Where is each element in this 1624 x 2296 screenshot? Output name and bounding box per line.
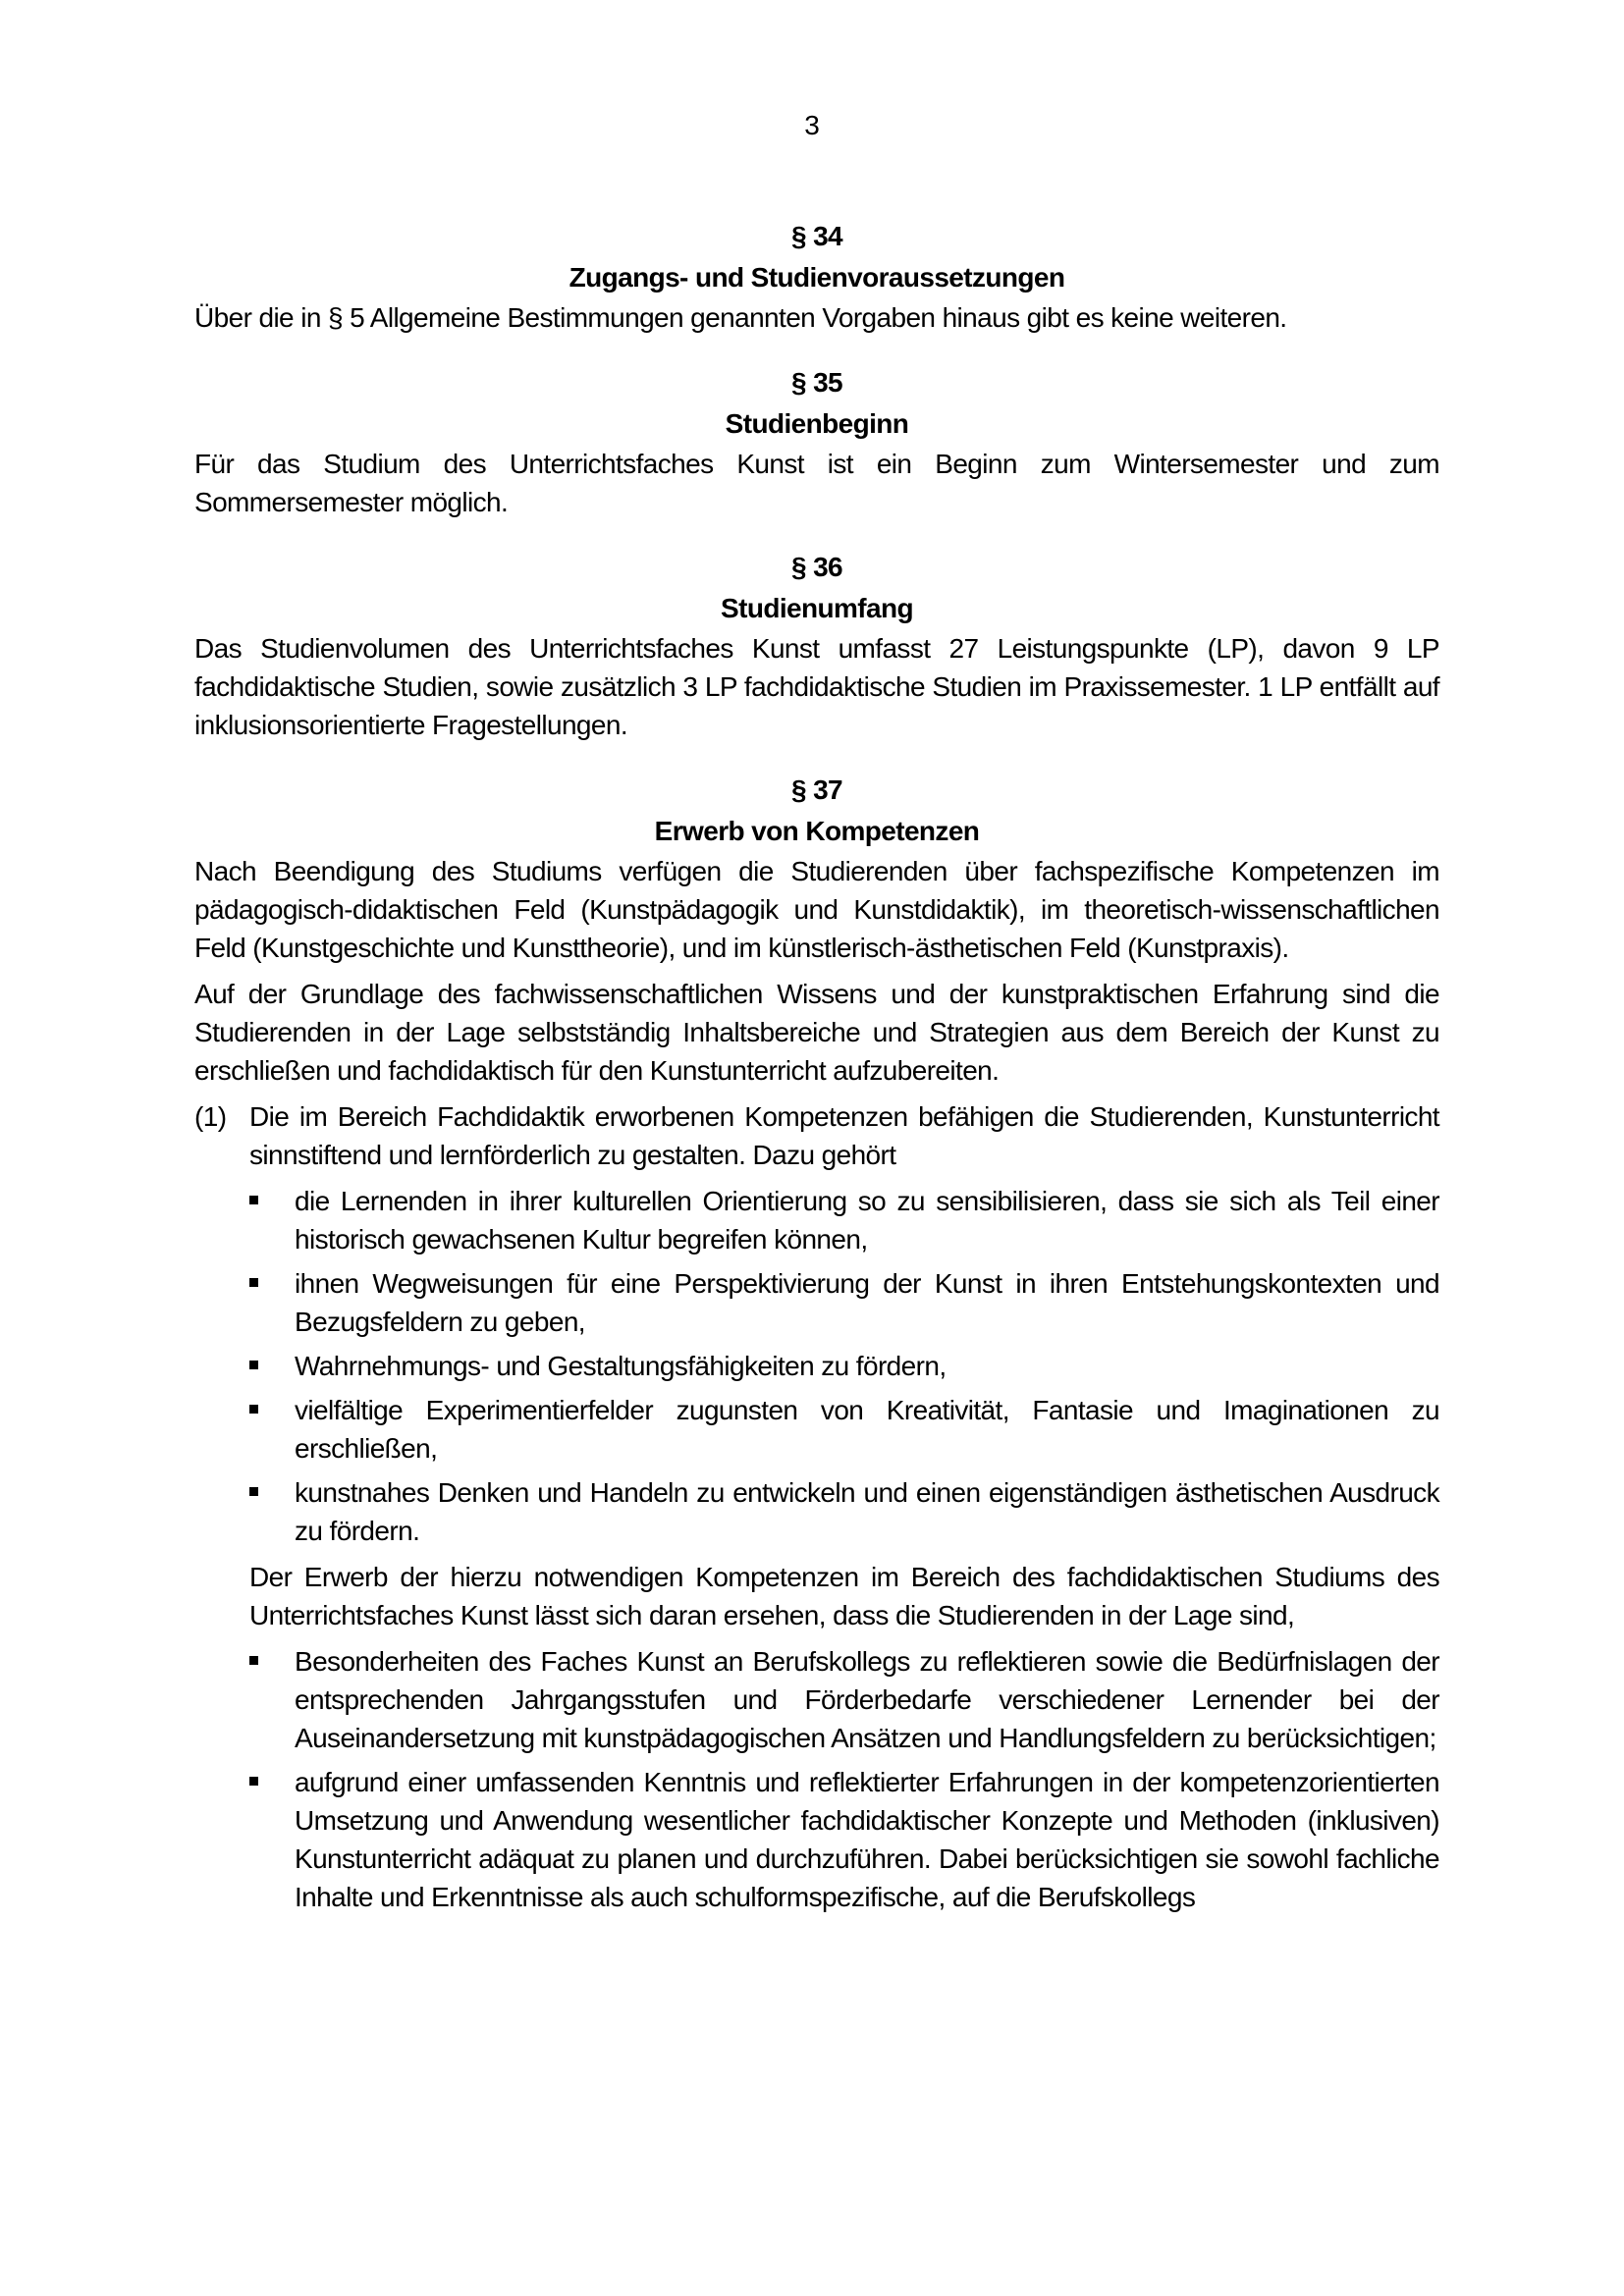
bullet-list xyxy=(249,1182,1439,1550)
square-bullet-icon xyxy=(249,1777,258,1786)
section-title: Erwerb von Kompetenzen xyxy=(654,816,980,846)
list-item xyxy=(249,1473,1439,1550)
square-bullet-icon xyxy=(249,1487,258,1496)
paragraph: Auf der Grundlage des fachwissenschaftlichen Wissens und der kunstpraktischen Erfahrung sind die Studierenden in der Lage selbstständig Inhaltsbereiche und Strategien aus dem Bereich der Kunst zu erschließen und fachdidaktisch für den Kunstunterricht aufzubereiten. xyxy=(194,979,1439,1086)
square-bullet-icon xyxy=(249,1361,258,1369)
section-36 xyxy=(194,547,1439,744)
list-item xyxy=(249,1264,1439,1341)
section-text: Für das Studium des Unterrichtsfaches Kunst ist ein Beginn zum Wintersemester und zum Sommersemester möglich. xyxy=(194,449,1439,517)
section-title: Studienumfang xyxy=(721,593,913,623)
list-item xyxy=(249,1642,1439,1757)
item-text: Die im Bereich Fachdidaktik erworbenen Kompetenzen befähigen die Studierenden, Kunstunterricht sinnstiftend und lernförderlich zu gestalten. Dazu gehört xyxy=(249,1101,1439,1170)
list-item-text: Wahrnehmungs- und Gestaltungsfähigkeiten zu fördern, xyxy=(295,1351,947,1381)
document-body xyxy=(194,216,1439,1942)
paragraph: Nach Beendigung des Studiums verfügen die Studierenden über fachspezifische Kompetenzen im pädagogisch-didaktischen Feld (Kunstpädagogik und Kunstdidaktik), im theoretisch-wissenschaftlichen Feld (Kunstgeschichte und Kunsttheorie), und im künstlerisch-ästhetischen Feld (Kunstpraxis). xyxy=(194,856,1439,963)
list-item xyxy=(249,1763,1439,1916)
list-item-text: kunstnahes Denken und Handeln zu entwickeln und einen eigenständigen ästhetischen Ausdruck zu fördern. xyxy=(295,1477,1439,1546)
section-37 xyxy=(194,770,1439,1916)
section-number: § 35 xyxy=(790,367,843,398)
list-item xyxy=(249,1347,1439,1385)
square-bullet-icon xyxy=(249,1278,258,1287)
list-item-text: ihnen Wegweisungen für eine Perspektivierung der Kunst in ihren Entstehungskontexten und Bezugsfeldern zu geben, xyxy=(295,1268,1439,1337)
section-title: Zugangs- und Studienvoraussetzungen xyxy=(568,262,1065,293)
square-bullet-icon xyxy=(249,1405,258,1414)
section-number: § 36 xyxy=(790,552,843,582)
section-text: Über die in § 5 Allgemeine Bestimmungen genannten Vorgaben hinaus gibt es keine weiteren. xyxy=(194,302,1287,333)
paragraph: Der Erwerb der hierzu notwendigen Kompetenzen im Bereich des fachdidaktischen Studiums des Unterrichtsfaches Kunst lässt sich daran ersehen, dass die Studierenden in der Lage sind, xyxy=(249,1562,1439,1630)
list-item xyxy=(249,1391,1439,1468)
section-35 xyxy=(194,362,1439,521)
section-34 xyxy=(194,216,1439,337)
list-item xyxy=(249,1182,1439,1258)
list-item-text: Besonderheiten des Faches Kunst an Berufskollegs zu reflektieren sowie die Bedürfnislagen der entsprechenden Jahrgangsstufen und Förderbedarfe verschiedener Lernender bei der Auseinandersetzung mit kunstpädagogischen Ansätzen und Handlungsfeldern zu berücksichtigen; xyxy=(295,1646,1439,1753)
bullet-list xyxy=(249,1642,1439,1916)
section-text: Das Studienvolumen des Unterrichtsfaches Kunst umfasst 27 Leistungspunkte (LP), davon 9 LP fachdidaktische Studien, sowie zusätzlich 3 LP fachdidaktische Studien im Praxissemester. 1 LP entfällt auf inklusionsorientierte Fragestellungen. xyxy=(194,633,1439,740)
section-title: Studienbeginn xyxy=(725,408,909,439)
numbered-item xyxy=(194,1097,1439,1174)
section-number: § 34 xyxy=(790,221,843,251)
square-bullet-icon xyxy=(249,1196,258,1204)
item-number: (1) xyxy=(194,1101,227,1132)
square-bullet-icon xyxy=(249,1656,258,1665)
section-number: § 37 xyxy=(790,774,843,805)
page-number: 3 xyxy=(804,110,820,140)
list-item-text: aufgrund einer umfassenden Kenntnis und reflektierter Erfahrungen in der kompetenzorientierten Umsetzung und Anwendung wesentlicher fachdidaktischer Konzepte und Methoden (inklusiven) Kunstunterricht adäquat zu planen und durchzuführen. Dabei berücksichtigen sie sowohl fachliche Inhalte und Erkenntnisse als auch schulformspezifische, auf die Berufskollegs xyxy=(295,1767,1439,1912)
list-item-text: vielfältige Experimentierfelder zugunsten von Kreativität, Fantasie und Imaginationen zu erschließen, xyxy=(295,1395,1439,1464)
list-item-text: die Lernenden in ihrer kulturellen Orientierung so zu sensibilisieren, dass sie sich als Teil einer historisch gewachsenen Kultur begreifen können, xyxy=(295,1186,1439,1255)
